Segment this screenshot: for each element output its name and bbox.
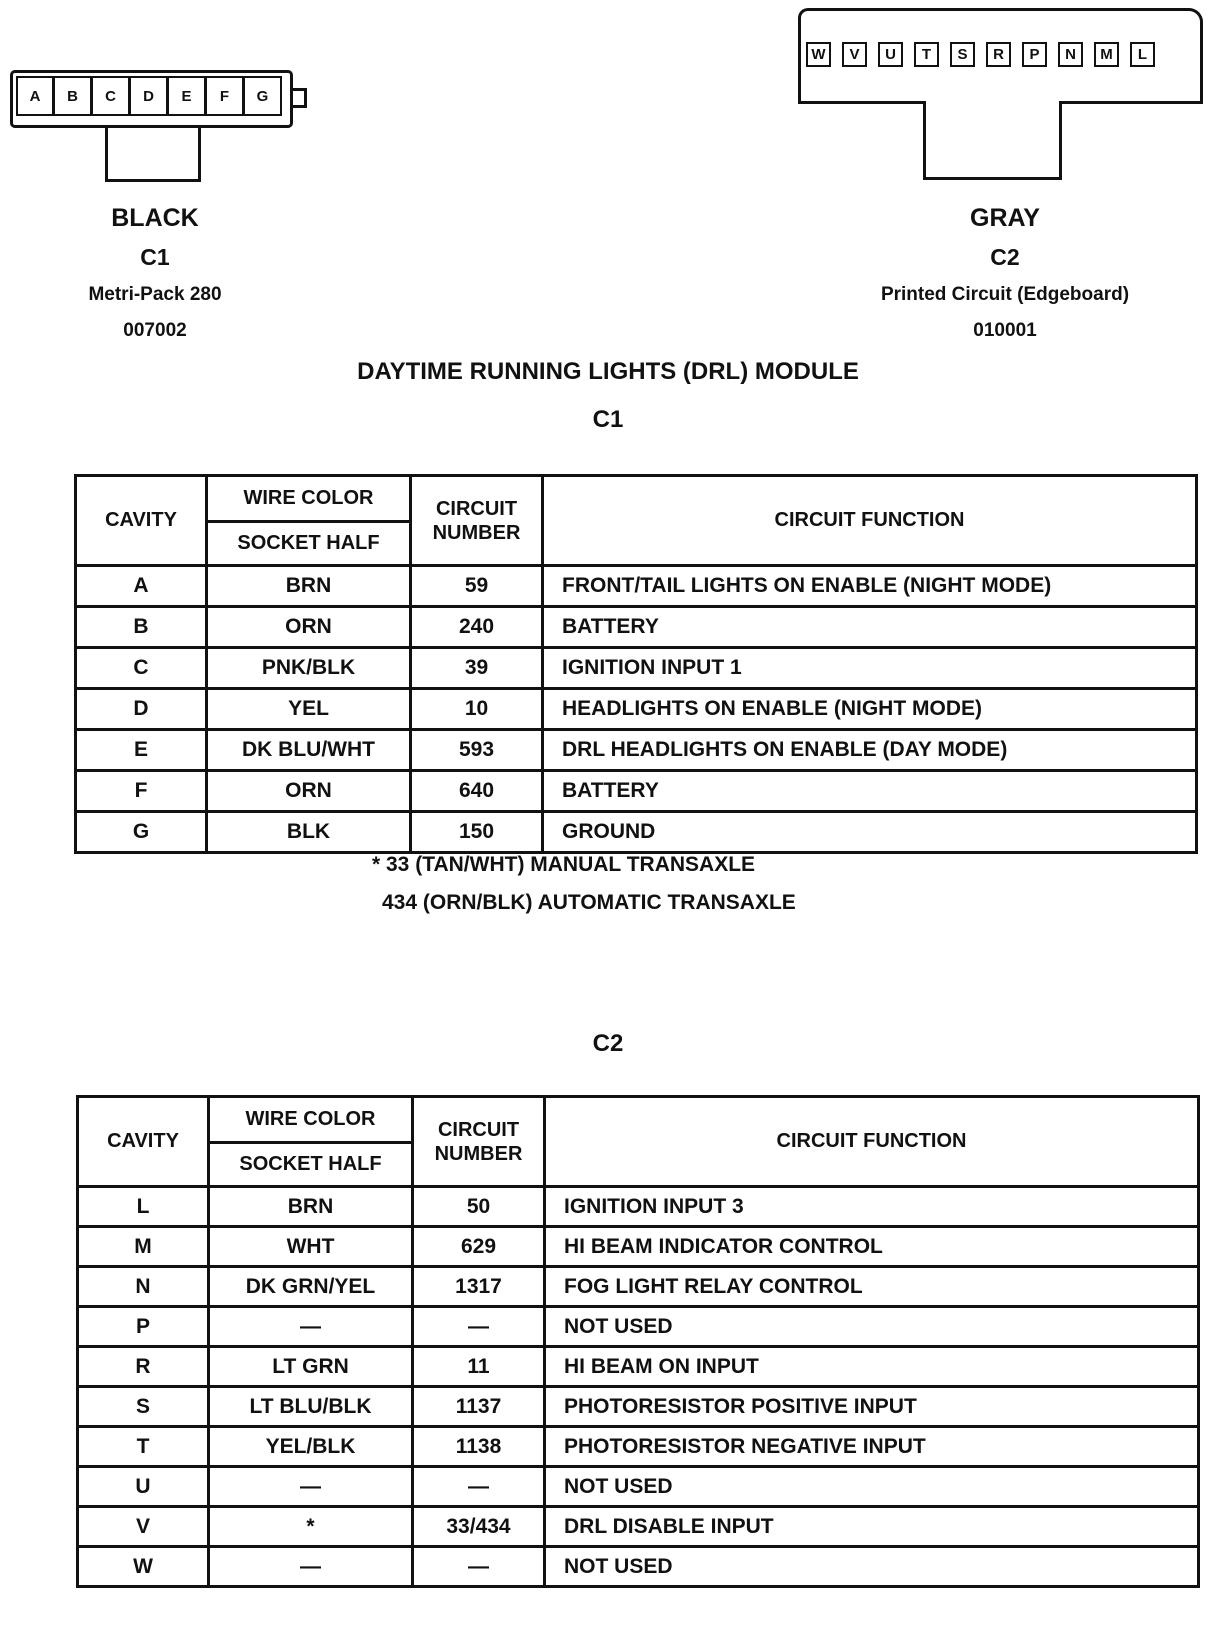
wire-color-cell: PNK/BLK <box>207 648 411 689</box>
c2-pin-r: R <box>986 42 1011 67</box>
table-row <box>78 1547 1199 1587</box>
circuit-function-cell: DRL DISABLE INPUT <box>545 1507 1199 1547</box>
table-row <box>78 1347 1199 1387</box>
cavity-cell: M <box>78 1227 209 1267</box>
wire-color-cell: LT GRN <box>209 1347 413 1387</box>
wire-color-cell: YEL <box>207 689 411 730</box>
c1-pin-e: E <box>168 76 206 116</box>
circuit-function-cell: BATTERY <box>543 607 1197 648</box>
c2-pin-u: U <box>878 42 903 67</box>
c1-pin-b: B <box>54 76 92 116</box>
table-row <box>76 771 1197 812</box>
cavity-cell: F <box>76 771 207 812</box>
c2-pin-l: L <box>1130 42 1155 67</box>
c2-connector-stem <box>923 101 1062 180</box>
c1-part-code: 007002 <box>123 320 187 341</box>
table-row <box>76 730 1197 771</box>
circuit-function-cell: HI BEAM ON INPUT <box>545 1347 1199 1387</box>
header-wire-color: WIRE COLOR <box>209 1097 413 1143</box>
c1-pin-a: A <box>16 76 54 116</box>
cavity-cell: T <box>78 1427 209 1467</box>
circuit-function-cell: PHOTORESISTOR NEGATIVE INPUT <box>545 1427 1199 1467</box>
wire-color-cell: WHT <box>209 1227 413 1267</box>
cavity-cell: U <box>78 1467 209 1507</box>
circuit-number-cell: 59 <box>411 566 543 607</box>
table-row <box>78 1187 1199 1227</box>
circuit-number-cell: 10 <box>411 689 543 730</box>
table-row <box>78 1267 1199 1307</box>
header-wire-color: WIRE COLOR <box>207 476 411 522</box>
circuit-number-cell: 150 <box>411 812 543 853</box>
c2-pin-v: V <box>842 42 867 67</box>
circuit-function-cell: NOT USED <box>545 1467 1199 1507</box>
c2-id-label: C2 <box>990 244 1020 270</box>
c2-pin-t: T <box>914 42 939 67</box>
c1-color-label: BLACK <box>111 204 199 232</box>
circuit-function-cell: BATTERY <box>543 771 1197 812</box>
cavity-cell: S <box>78 1387 209 1427</box>
table-row <box>78 1227 1199 1267</box>
circuit-function-cell: HI BEAM INDICATOR CONTROL <box>545 1227 1199 1267</box>
circuit-function-cell: FOG LIGHT RELAY CONTROL <box>545 1267 1199 1307</box>
wire-color-cell: — <box>209 1547 413 1587</box>
wire-color-cell: BRN <box>209 1187 413 1227</box>
header-cavity: CAVITY <box>78 1097 209 1187</box>
circuit-number-cell: 33/434 <box>413 1507 545 1547</box>
circuit-number-cell: 1317 <box>413 1267 545 1307</box>
circuit-function-cell: GROUND <box>543 812 1197 853</box>
circuit-function-cell: NOT USED <box>545 1307 1199 1347</box>
circuit-number-cell: 39 <box>411 648 543 689</box>
c2-pin-p: P <box>1022 42 1047 67</box>
wire-color-cell: BLK <box>207 812 411 853</box>
cavity-cell: N <box>78 1267 209 1307</box>
wire-color-cell: * <box>209 1507 413 1547</box>
cavity-cell: D <box>76 689 207 730</box>
table-row <box>78 1507 1199 1547</box>
cavity-cell: C <box>76 648 207 689</box>
wire-color-cell: — <box>209 1307 413 1347</box>
c2-pin-w: W <box>806 42 831 67</box>
wire-color-cell: LT BLU/BLK <box>209 1387 413 1427</box>
circuit-function-cell: IGNITION INPUT 3 <box>545 1187 1199 1227</box>
c1-pin-f: F <box>206 76 244 116</box>
table-c2 <box>76 1095 1200 1588</box>
header-circuit-number: CIRCUIT NUMBER <box>411 476 543 566</box>
table-row <box>76 648 1197 689</box>
wire-color-cell: ORN <box>207 607 411 648</box>
circuit-number-cell: — <box>413 1307 545 1347</box>
wire-color-cell: DK BLU/WHT <box>207 730 411 771</box>
c1-pin-c: C <box>92 76 130 116</box>
circuit-number-cell: 1138 <box>413 1427 545 1467</box>
header-socket-half: SOCKET HALF <box>207 522 411 566</box>
page-title: DAYTIME RUNNING LIGHTS (DRL) MODULE <box>357 358 859 385</box>
cavity-cell: A <box>76 566 207 607</box>
circuit-number-cell: 629 <box>413 1227 545 1267</box>
c2-pin-m: M <box>1094 42 1119 67</box>
circuit-function-cell: FRONT/TAIL LIGHTS ON ENABLE (NIGHT MODE) <box>543 566 1197 607</box>
circuit-number-cell: 593 <box>411 730 543 771</box>
cavity-cell: V <box>78 1507 209 1547</box>
c2-color-label: GRAY <box>970 204 1040 232</box>
c1-id-label: C1 <box>140 244 170 270</box>
cavity-cell: L <box>78 1187 209 1227</box>
header-circuit-function: CIRCUIT FUNCTION <box>543 476 1197 566</box>
footnote-line-1: * 33 (TAN/WHT) MANUAL TRANSAXLE <box>372 853 756 876</box>
cavity-cell: W <box>78 1547 209 1587</box>
circuit-function-cell: HEADLIGHTS ON ENABLE (NIGHT MODE) <box>543 689 1197 730</box>
wire-color-cell: BRN <box>207 566 411 607</box>
circuit-number-cell: 11 <box>413 1347 545 1387</box>
circuit-number-cell: — <box>413 1547 545 1587</box>
c2-pin-s: S <box>950 42 975 67</box>
cavity-cell: B <box>76 607 207 648</box>
c2-pin-n: N <box>1058 42 1083 67</box>
circuit-function-cell: DRL HEADLIGHTS ON ENABLE (DAY MODE) <box>543 730 1197 771</box>
table-c1-title: C1 <box>592 406 624 433</box>
table-c2-title: C2 <box>592 1030 624 1057</box>
header-cavity: CAVITY <box>76 476 207 566</box>
c1-pin-d: D <box>130 76 168 116</box>
circuit-function-cell: NOT USED <box>545 1547 1199 1587</box>
footnote <box>372 846 796 922</box>
circuit-number-cell: 1137 <box>413 1387 545 1427</box>
c2-connector-diagram <box>798 8 1203 180</box>
c1-connector-stem <box>105 125 201 182</box>
circuit-number-cell: — <box>413 1467 545 1507</box>
header-socket-half: SOCKET HALF <box>209 1143 413 1187</box>
circuit-function-cell: PHOTORESISTOR POSITIVE INPUT <box>545 1387 1199 1427</box>
header-circuit-function: CIRCUIT FUNCTION <box>545 1097 1199 1187</box>
footnote-line-2: 434 (ORN/BLK) AUTOMATIC TRANSAXLE <box>382 891 796 914</box>
header-circuit-number: CIRCUIT NUMBER <box>413 1097 545 1187</box>
c1-connector-latch <box>291 88 307 108</box>
c1-pin-g: G <box>244 76 282 116</box>
wire-color-cell: DK GRN/YEL <box>209 1267 413 1307</box>
circuit-number-cell: 50 <box>413 1187 545 1227</box>
cavity-cell: G <box>76 812 207 853</box>
wire-color-cell: — <box>209 1467 413 1507</box>
c1-connector-diagram <box>10 70 310 182</box>
table-row <box>78 1427 1199 1467</box>
c2-part-code: 010001 <box>973 320 1037 341</box>
wire-color-cell: YEL/BLK <box>209 1427 413 1467</box>
table-row <box>76 689 1197 730</box>
table-row <box>78 1387 1199 1427</box>
table-c1 <box>74 474 1198 854</box>
circuit-number-cell: 640 <box>411 771 543 812</box>
cavity-cell: E <box>76 730 207 771</box>
table-row <box>76 607 1197 648</box>
c2-type-label: Printed Circuit (Edgeboard) <box>880 284 1130 305</box>
table-row <box>78 1307 1199 1347</box>
circuit-function-cell: IGNITION INPUT 1 <box>543 648 1197 689</box>
circuit-number-cell: 240 <box>411 607 543 648</box>
table-row <box>76 566 1197 607</box>
cavity-cell: R <box>78 1347 209 1387</box>
wire-color-cell: ORN <box>207 771 411 812</box>
table-row <box>78 1467 1199 1507</box>
cavity-cell: P <box>78 1307 209 1347</box>
c1-type-label: Metri-Pack 280 <box>88 284 222 305</box>
